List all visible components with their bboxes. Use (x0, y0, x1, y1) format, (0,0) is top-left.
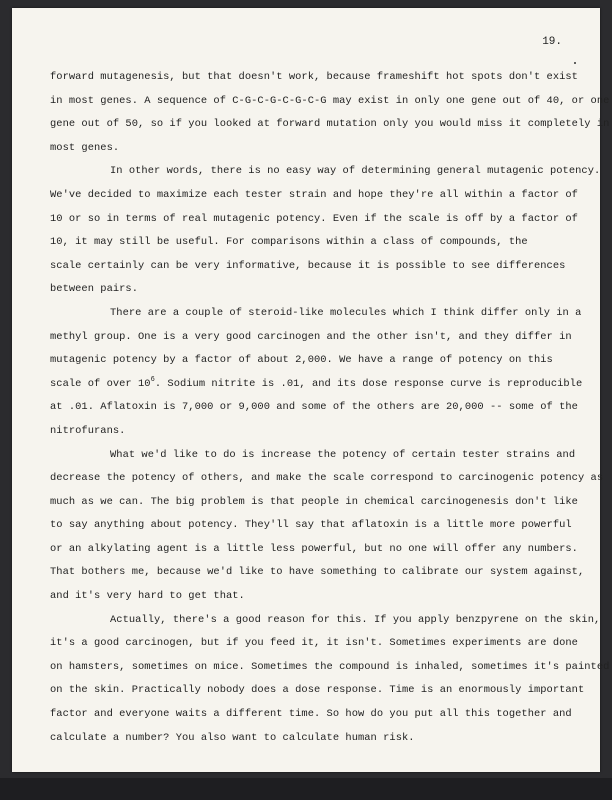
text-line: 10, it may still be useful. For comparisons within a class of compounds, the (50, 236, 528, 249)
text-fragment: . Sodium nitrite is .01, and its dose response curve is reproducible (154, 377, 583, 390)
text-line: on hamsters, sometimes on mice. Sometimes the compound is inhaled, sometimes it's painted (50, 660, 610, 673)
text-line: calculate a number? You also want to calculate human risk. (50, 731, 415, 744)
text-line: it's a good carcinogen, but if you feed it, it isn't. Sometimes experiments are done (50, 637, 578, 650)
text-line: much as we can. The big problem is that people in chemical carcinogenesis don't like (50, 495, 578, 508)
paragraph-1 (50, 66, 610, 160)
text-line: In other words, there is no easy way of determining general mutagenic potency. (110, 165, 601, 178)
superscript: 6 (150, 375, 155, 384)
text-line: or an alkylating agent is a little less powerful, but no one will offer any numbers. (50, 542, 578, 555)
text-fragment: scale of over 10 (50, 377, 151, 390)
text-line: between pairs. (50, 283, 138, 296)
text-line: We've decided to maximize each tester strain and hope they're all within a factor of (50, 188, 578, 201)
paragraph-5 (50, 609, 610, 751)
paragraph-2 (50, 160, 601, 302)
text-line-with-superscript (50, 373, 583, 397)
text-line: There are a couple of steroid-like molecules which I think differ only in a (110, 306, 582, 319)
stray-mark (574, 62, 576, 64)
text-line: mutagenic potency by a factor of about 2,000. We have a range of potency on this (50, 354, 553, 367)
paragraph-3 (50, 302, 583, 444)
text-line: on the skin. Practically nobody does a dose response. Time is an enormously important (50, 684, 585, 697)
text-line: gene out of 50, so if you looked at forward mutation only you would miss it completely in (50, 118, 610, 131)
text-line: most genes. (50, 141, 120, 154)
text-line: 10 or so in terms of real mutagenic potency. Even if the scale is off by a factor of (50, 212, 578, 225)
document-page (12, 8, 610, 772)
text-line: at .01. Aflatoxin is 7,000 or 9,000 and some of the others are 20,000 -- some of the (50, 401, 578, 414)
text-line: What we'd like to do is increase the potency of certain tester strains and (110, 448, 576, 461)
text-line: forward mutagenesis, but that doesn't work, because frameshift hot spots don't exist (50, 71, 578, 83)
text-line: and it's very hard to get that. (50, 590, 245, 603)
body-text (50, 66, 610, 750)
paragraph-4 (50, 444, 604, 609)
scan-background (0, 778, 612, 800)
text-line: methyl group. One is a very good carcinogen and the other isn't, and they differ in (50, 330, 572, 343)
text-line: in most genes. A sequence of C-G-C-G-C-G-C-G may exist in only one gene out of 40, or one (50, 94, 610, 107)
text-line: nitrofurans. (50, 424, 126, 437)
text-line: factor and everyone waits a different time. So how do you put all this together and (50, 708, 572, 721)
text-line: to say anything about potency. They'll say that aflatoxin is a little more powerful (50, 519, 572, 532)
text-line: decrease the potency of others, and make the scale correspond to carcinogenic potency as (50, 472, 604, 485)
text-line: That bothers me, because we'd like to have something to calibrate our system against, (50, 566, 585, 579)
page-number: 19. (542, 36, 562, 48)
text-line: Actually, there's a good reason for this. If you apply benzpyrene on the skin, (110, 613, 601, 626)
text-line: scale certainly can be very informative, because it is possible to see differences (50, 259, 566, 272)
